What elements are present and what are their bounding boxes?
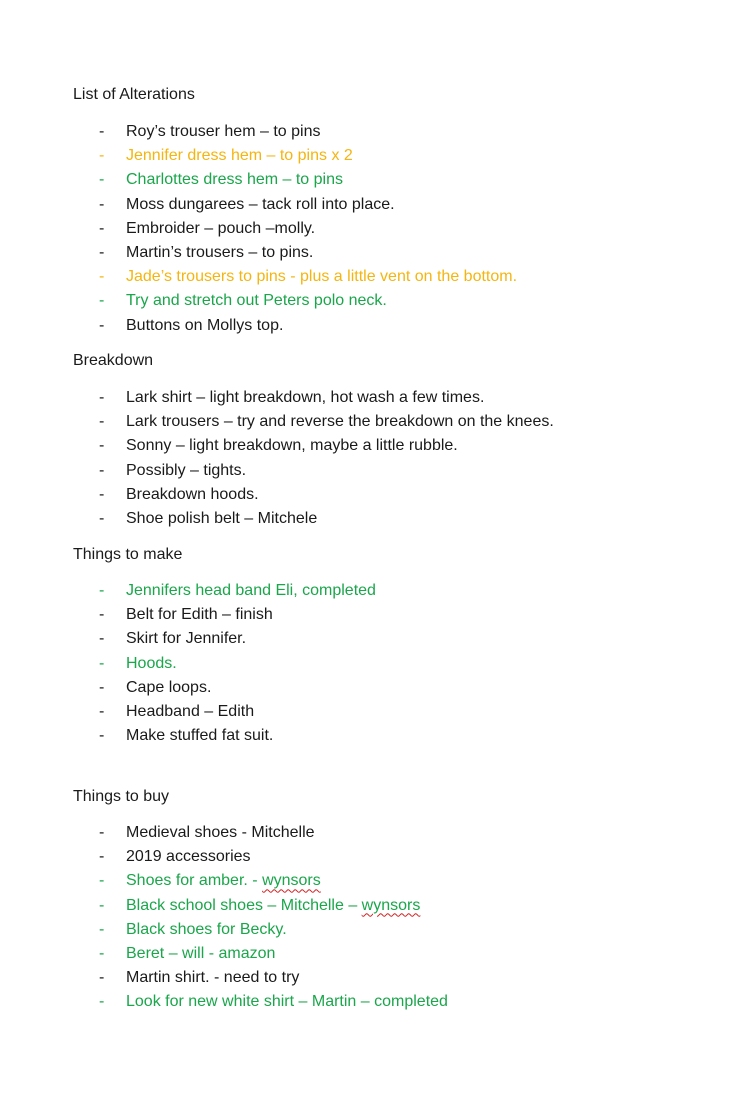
list-item-label: Jade’s trousers to pins - plus a little vent on the bottom.	[126, 268, 518, 286]
list-item-text	[126, 195, 395, 215]
list-item-label: Try and stretch out Peters polo neck.	[126, 292, 387, 310]
list-item-text	[126, 388, 484, 408]
list-item-text	[126, 968, 299, 988]
list-item-label: Martin shirt. - need to try	[126, 969, 300, 987]
list-item-label: Moss dungarees – tack roll into place.	[126, 195, 395, 213]
list-item-dash: -	[99, 727, 105, 745]
list-item-text	[126, 605, 273, 625]
list-item-label: Medieval shoes - Mitchelle	[126, 824, 315, 841]
heading-things-to-buy: Things to buy	[73, 788, 170, 805]
list-item-text	[126, 823, 315, 843]
list-item-text	[126, 726, 273, 746]
list-item-dash: -	[99, 413, 105, 431]
list-item-label: Shoe polish belt – Mitchele	[126, 509, 318, 527]
list-item-text	[126, 654, 177, 674]
list-item-dash: -	[99, 993, 105, 1011]
list-item-dash: -	[99, 606, 105, 624]
list-item-text	[126, 122, 320, 142]
list-item-label: Roy’s trouser hem – to pins	[126, 123, 321, 140]
list-item-text	[126, 920, 287, 940]
list-item-dash: -	[99, 509, 105, 527]
list-item-dash: -	[99, 848, 105, 866]
list-item-text	[126, 146, 353, 166]
list-item-text	[126, 316, 283, 336]
list-item-text	[126, 896, 420, 916]
list-item-text	[126, 871, 321, 891]
list-item-label: Black school shoes – Mitchelle –	[126, 896, 362, 914]
spellcheck-word[interactable]: wynsors	[262, 872, 321, 890]
list-item-text	[126, 436, 458, 456]
list-item-label: Make stuffed fat suit.	[126, 727, 274, 745]
list-item-label: Lark shirt – light breakdown, hot wash a few times.	[126, 389, 485, 406]
list-item-text	[126, 702, 254, 722]
list-item-label: Breakdown hoods.	[126, 485, 259, 503]
heading-things-to-make: Things to make	[73, 546, 183, 563]
list-item-label: Hoods.	[126, 654, 177, 672]
list-item-text	[126, 847, 251, 867]
list-item-dash: -	[99, 219, 105, 237]
list-item-label: Look for new white shirt – Martin – completed	[126, 993, 448, 1011]
list-item-dash: -	[99, 195, 105, 213]
list-item-dash: -	[99, 123, 105, 140]
list-item-dash: -	[99, 292, 105, 310]
list-item-text	[126, 461, 246, 481]
list-item-dash: -	[99, 485, 105, 503]
list-item-text	[126, 243, 313, 263]
list-item-label: Belt for Edith – finish	[126, 606, 273, 624]
list-item-label: 2019 accessories	[126, 848, 251, 866]
heading-alterations: List of Alterations	[73, 86, 195, 103]
list-item-dash: -	[99, 678, 105, 696]
list-item-text	[126, 291, 387, 311]
list-item-dash: -	[99, 243, 105, 261]
list-item-text	[126, 509, 317, 529]
list-item-label: Beret – will - amazon	[126, 944, 276, 962]
list-item-label: Black shoes for Becky.	[126, 920, 287, 938]
list-item-dash: -	[99, 316, 105, 334]
list-item-label: Charlottes dress hem – to pins	[126, 171, 343, 189]
list-item-dash: -	[99, 872, 105, 890]
list-item-label: Possibly – tights.	[126, 461, 247, 479]
list-item-label: Lark trousers – try and reverse the breakdown on the knees.	[126, 413, 554, 431]
list-item-label: Jennifer dress hem – to pins x 2	[126, 147, 353, 165]
list-item-text	[126, 629, 246, 649]
list-item-dash: -	[99, 702, 105, 720]
list-item-text	[126, 412, 554, 432]
list-item-label: Embroider – pouch –molly.	[126, 219, 316, 237]
list-item-label: Sonny – light breakdown, maybe a little rubble.	[126, 437, 458, 455]
list-item-dash: -	[99, 969, 105, 987]
list-item-label: Headband – Edith	[126, 702, 255, 720]
list-item-dash: -	[99, 171, 105, 189]
list-item-text	[126, 992, 448, 1012]
list-item-text	[126, 944, 275, 964]
list-item-text	[126, 170, 343, 190]
list-item-label: Shoes for amber. -	[126, 872, 263, 890]
list-item-label: Martin’s trousers – to pins.	[126, 243, 314, 261]
list-item-text	[126, 219, 315, 239]
list-item-dash: -	[99, 630, 105, 648]
spellcheck-word[interactable]: wynsors	[361, 896, 421, 914]
list-item-text	[126, 678, 211, 698]
list-item-dash: -	[99, 268, 105, 286]
list-item-label: Buttons on Mollys top.	[126, 316, 284, 334]
list-item-dash: -	[99, 147, 105, 165]
list-item-label: Jennifers head band Eli, completed	[126, 582, 376, 599]
list-item-dash: -	[99, 920, 105, 938]
list-item-text	[126, 267, 517, 287]
list-item-dash: -	[99, 896, 105, 914]
list-item-dash: -	[99, 437, 105, 455]
list-item-label: Cape loops.	[126, 678, 212, 696]
list-item-text	[126, 485, 259, 505]
list-item-dash: -	[99, 944, 105, 962]
heading-breakdown: Breakdown	[73, 352, 154, 369]
list-item-dash: -	[99, 389, 105, 406]
list-item-text	[126, 581, 376, 601]
list-item-dash: -	[99, 654, 105, 672]
list-item-dash: -	[99, 461, 105, 479]
list-item-dash: -	[99, 582, 105, 599]
list-item-dash: -	[99, 824, 105, 841]
list-item-label: Skirt for Jennifer.	[126, 630, 247, 648]
